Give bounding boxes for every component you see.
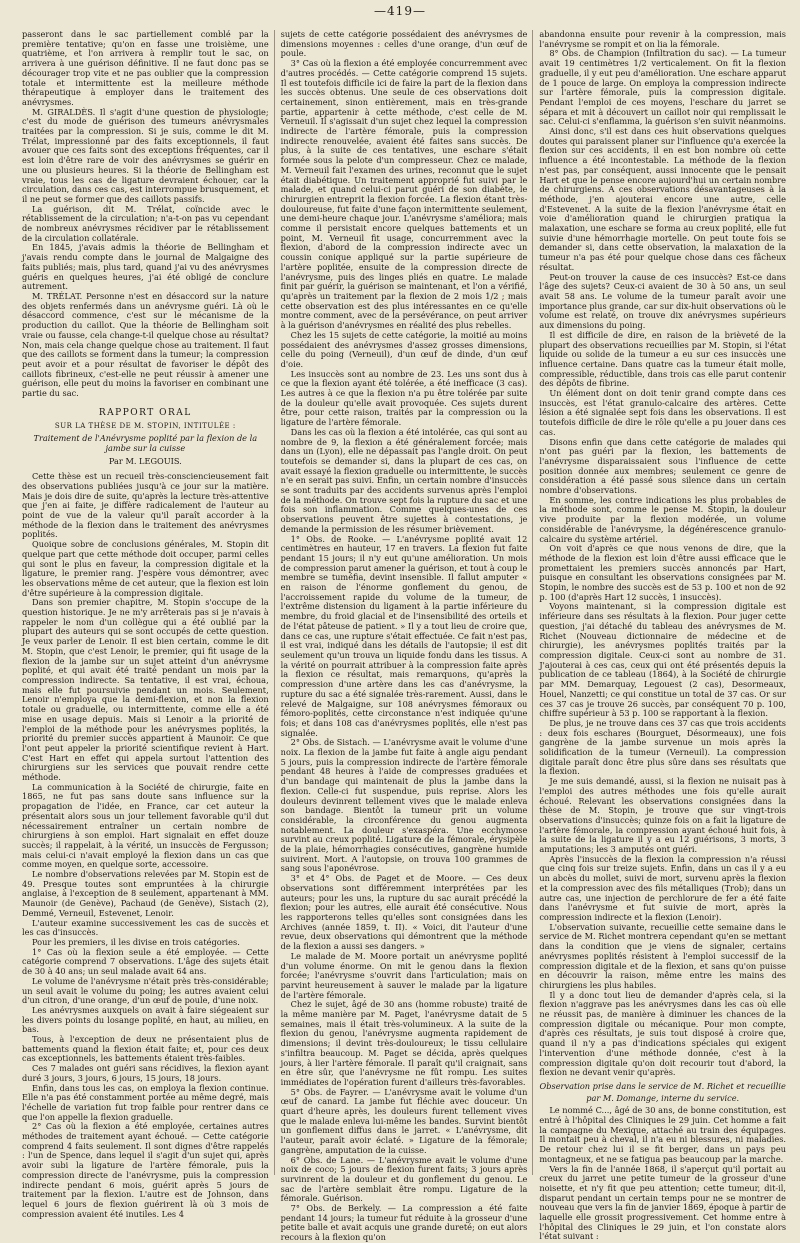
paragraph: Dans son premier chapitre, M. Stopin s'occupe de la question historique. Je ne m'y arrêterais pas si je n'avais à rappeler le nom d'un collègue qui a été oublié par la plupart des auteurs qui se sont occupés de cette question. Je veux parler de Lenoir. Il est bien certain, comme le dit M. Stopin, que c'est Lenoir, le premier, qui fit usage de la flexion de la jambe sur un sujet atteint d'un anévrysme poplité, et qui avait été traité pendant un mois par la compression indirecte. Sa tentative, il est vrai, échoua, mais elle fut poursuivie pendant un mois. Seulement, Lenoir n'employa que la demi-flexion, et non la flexion totale ou graduelle, ou intermittente, comme elle a été mise en usage depuis. Mais si Lenoir a la priorité de l'emploi de la méthode pour les anévrysmes poplités, la priorité du premier succès appartient à Maunoir. Ce que l'ont peut appeler la priorité scientifique revient à Hart. C'est Hart en effet qui appela surtout l'attention des chirurgiens sur les services que pouvait rendre cette méthode. <box>22 597 269 783</box>
paragraph: Il y a donc tout lieu de demander d'après cela, si la flexion n'aggrave pas les anévrysmes dans les cas où elle ne réussit pas, de manière à diminuer les chances de la compression digitale ou mécanique. Pour mon compte, d'après ces résultats, je suis tout disposé à croire que, quand il n'y a pas d'indications spéciales qui exigent l'intervention d'une méthode donnée, c'est à la compression digitale qu'on doit recourir tout d'abord, la flexion ne devant venir qu'après. <box>539 989 787 1078</box>
paragraph: M. TRÉLAT. Personne n'est en désaccord sur la nature des objets renfermés dans un anévrysme guéri. Là où le désaccord commence, c'est sur le mécanisme de la production du caillot. Que la théorie de Bellingham soit vraie ou fausse, cela change-t-il quelque chose au résultat? Non, mais cela change quelque chose au traitement. Il faut que des caillots se forment dans la tumeur; la compression peut avoir et a pour résultat de favoriser le dépôt des caillots fibrineux, c'est-elle ne peut réussir à amener une guérison, elle peut du moins la favoriser en combinant une partie du sac. <box>22 290 269 399</box>
paragraph: Ainsi donc, s'il est dans ces huit observations quelques doutes qui paraissent planer sur l'influence qu'a exercée la flexion sur ces accidents, il en est bon nombre où cette influence a été incontestable. La méthode de la flexion n'est pas, par conséquent, aussi innocente que le pensait Hart et que le pense encore aujourd'hui un certain nombre de chirurgiens. A ces observations désavantageuses à la méthode, j'en ajouterai encore une autre, celle d'Estevenet. A la suite de la flexion l'anévrysme était en voie d'amélioration quand le chirurgien pratiqua la malaxation, une eschare se forma au creux poplité, elle fut suivie d'une hémorrhagie mortelle. On peut toute fois se demander si, dans cette observation, la malaxation de la tumeur n'a pas été pour quelque chose dans ces fâcheux résultat. <box>539 126 787 272</box>
paragraph: Quoique sobre de conclusions générales, M. Stopin dit quelque part que cette méthode doit occuper, parmi celles qui sont le plus en faveur, la compression digitale et la ligature, le premier rang. J'espère vous démontrer, avec les observations même de cet auteur, que la flexion est loin d'être supérieure à la compression digitale. <box>22 539 269 598</box>
paragraph: 1° Obs. de Rooke. — L'anévrysme poplité avait 12 centimètres en hauteur, 17 en travers. La flexion fut faite pendant 15 jours; il n'y eut qu'une amélioration. Un mois de compression parut amener la guérison, et tout à coup le membre se tuméfia, devint insensible. Il fallut amputer « en raison de l'énorme gonflement du genou, de l'accroissement rapide du volume de la tumeur, de l'extrême distension du ligament à la partie inférieure du membre, du froid glacial et de l'insensibilité des orteils et de l'état pâteuse de patient. » Il y a tout lieu de croire que, dans ce cas, une rupture s'était effectuée. Ce fait n'est pas, il est vrai, indiqué dans les détails de l'autopsie; il est dit seulement qu'un trouva un liquide fondu dans les tissus. A la vérité on pourrait attribuer à la compression faite après la flexion ce résultat, mais remarquons, qu'après la compression d'une artère dans les cas d'anévrysme, la rupture du sac a été signalée très-rarement. Aussi, dans le relevé de Malgaigne, sur 108 anévrysmes fémoraux ou fémoro-poplités, cette circonstance n'est indiquée qu'une fois; et dans 108 cas d'anévrysmes poplités, elle n'est pas signalée. <box>280 533 528 738</box>
paragraph: Les insuccès sont au nombre de 23. Les uns sont dus à ce que la flexion ayant été tolérée, a été inefficace (3 cas). Les autres à ce que la flexion n'a pu être tolérée par suite de la douleur qu'elle avait provoquée. Ces sujets durent être, pour cette raison, traités par la compression ou la ligature de l'artère fémorale. <box>280 368 528 428</box>
paragraph: Enfin, dans tous les cas, on employa la flexion continue. Elle n'a pas été constamment portée au même degré, mais l'échelle de variation fut trop faible pour rentrer dans ce que l'on appelle la flexion graduelle. <box>22 1082 269 1122</box>
paragraph: 5° Obs. de Fayrer. — L'anévrysme avait le volume d'un œuf de canard. La jambe fut fléchie avec douceur. Un quart d'heure après, les douleurs furent tellement vives que le malade enleva lui-même les bandes. Survint bientôt un gonflement diffus dans le jarret. « L'anévrysme, dit l'auteur, paraît avoir éclaté. » Ligature de la fémorale; gangrène, amputation de la cuisse. <box>280 1086 528 1155</box>
paragraph: Peut-on trouver la cause de ces insuccès? Est-ce dans l'âge des sujets? Ceux-ci avaient de 30 à 50 ans, un seul avait 58 ans. Le volume de la tumeur paraît avoir une importance plus grande, car sur dix-huit observations où le volume est relaté, on trouve dix anévrysmes supérieurs aux dimensions du poing. <box>539 271 787 331</box>
section-heading: RAPPORT ORAL <box>98 407 192 418</box>
paragraph: Chez les 15 sujets de cette catégorie, la moitié au moins possédaient des anévrysmes d'assez grosses dimensions, celle du poing (Verneuil), d'un œuf de dinde, d'un œuf d'oie. <box>280 329 528 369</box>
paragraph: Après l'insuccès de la flexion la compression n'a réussi que cinq fois sur treize sujets. Enfin, dans un cas il y a eu un abcès du mollet, suivi de mort, survenu après la flexion et la compression avec des fils métalliques (Trob); dans un autre cas, une injection de perchlorure de fer a été faite dans l'anévrysme et fut suivie de mort, après la compression indirecte et la flexion (Lenoir). <box>539 853 787 922</box>
paragraph: Le malade de M. Moore portait un anévrysme poplité d'un volume énorme. On mit le genou dans la flexion forcée; l'anévrysme s'ouvrit dans l'articulation; mais on parvint heureusement à sauver le malade par la ligature de l'artère fémorale. <box>280 950 528 1000</box>
paragraph: On voit d'après ce que nous venons de dire, que la méthode de la flexion est loin d'être aussi efficace que le promettaient les premiers succès annoncés par Hart, puisque en consultant les observations consignées par M. Stopin, le nombre des succès est de 53 p. 100 et non de 92 p. 100 (d'après Hart 12 succès, 1 insuccès). <box>539 543 787 602</box>
paragraph: Un élément dont on doit tenir grand compte dans ces insuccès, est l'état granulo-calcaire des artères. Cette lésion a été signalée sept fois dans les observations. Il est toutefois difficile de dire le rôle qu'elle a pu jouer dans ces cas. <box>539 388 787 437</box>
observation-subtitle: par M. Domange, interne du service. <box>586 1092 740 1103</box>
thesis-title: Traitement de l'Anévrysme poplité par la flexion de la jambe sur la cuisse <box>33 433 258 453</box>
paragraph: En 1845, j'avais admis la théorie de Bellingham et j'avais rendu compte dans le journal de Malgaigne des faits publiés; mais, plus tard, quand j'ai vu des anévrysmes guéris en quelques heures, j'ai été obligé de conclure autrement. <box>22 242 269 292</box>
paragraph: En somme, les contre indications les plus probables de la méthode sont, comme le pense M. Stopin, la douleur vive produite par la flexion modérée, un volume considérable de l'anévrysme, la dégénérescence granulo-calcaire du système artériel. <box>539 494 787 544</box>
paragraph: L'observation suivante, recueillie cette semaine dans le service de M. Richet montrera cependant qu'en se mettant dans la condition que je viens de signaler, certains anévrysmes poplités résistent à l'emploi successif de la compression digitale et de la flexion, et sans qu'on puisse en découvrir la raison, même entre les mains des chirurgiens les plus habiles. <box>539 921 787 990</box>
paragraph: La communication à la Société de chirurgie, faite en 1865, ne fut pas sans doute sans influence sur la propagation de l'idée, en France, car cet auteur la présentait alors sous un jour tellement favorable qu'il dut nécessairement entraîner un certain nombre de chirurgiens à son emploi. Hart signalait en effet douze succès; il rappelait, à la vérité, un insuccès de Fergusson; mais celui-ci n'avait employé la flexion dans un cas que comme moyen, en quelque sorte, accessoire. <box>22 781 269 870</box>
column-2 <box>280 29 534 1243</box>
page-number: —419— <box>374 4 426 18</box>
paragraph: Le nommé C..., âgé de 30 ans, de bonne constitution, est entré à l'hôpital des Cliniques le 29 juin. Cet homme a fait la campagne du Mexique, attaché au train des équipages. Il montait peu à cheval, il n'a eu ni blessures, ni maladies. De retour chez lui il se fit berger, dans un pays peu montagneux, et ne se fatigua pas beaucoup par la marche. <box>539 1105 787 1164</box>
author-line: Par M. LEGOUIS. <box>108 455 182 466</box>
paragraph: Pour les premiers, il les divise en trois catégories. <box>32 936 240 947</box>
paragraph: La guérison, dit M. Trélat, coïncide avec le rétablissement de la circulation; n'a-t-on pas vu cependant de nombreux anévrysmes récidiver par le rétablissement de la circulation collatérale. <box>22 203 269 243</box>
paragraph: 3° Cas où la flexion a été employée concurremment avec d'autres procédés. — Cette catégorie comprend 15 sujets. Il est toutefois difficile ici de faire la part de la flexion dans les succès obtenus. Une seule de ces observations doit certainement, sinon entièrement, mais en très-grande partie, appartenir à cette méthode, c'est celle de M. Verneuil. Il s'agissait d'un sujet chez lequel la compression indirecte de l'artère fémorale, puis la compression indirecte renouvelée, avaient été faites sans succès. De plus, à la suite de ces tentatives, une eschare s'était formée sous la pelote d'un compresseur. Chez ce malade, M. Verneuil fait l'examen des urines, reconnut que le sujet était diabétique. Un traitement approprié fut suivi par le malade, et quand celui-ci parut guéri de son diabète, le chirurgien entreprit la flexion forcée. La flexion étant très-douloureuse, fut faite d'une façon intermittente seulement, une demi-heure chaque jour. L'anévrysme s'améliora; mais comme il persistait encore quelques battements et un point, M. Verneuil fit usage, concurremment avec la flexion, d'abord de la compression indirecte avec un coussin conique appliqué sur la partie supérieure de l'artère poplitée, ensuite de la compression directe de l'anévrysme, puis des linges pliés en quatre. Le malade finit par guérir, la guérison se maintenant, et l'on a vérifié, qu'après un traitement par la flexion de 2 mois 1/2 ; mais cette observation est des plus intéressantes en ce qu'elle montre comment, avec de la persévérance, on peut arriver à la guérison d'anévrysmes en réalité des plus rebelles. <box>280 58 528 331</box>
paragraph: 7° Obs. de Berkely. — La compression a été faite pendant 14 jours; la tumeur fut réduite à la grosseur d'une petite balle et avait acquis une grande dureté; on eut alors recours à la flexion qu'on <box>280 1203 528 1243</box>
paragraph: 3° et 4° Obs. de Paget et de Moore. — Ces deux observations sont différemment interprétées par les auteurs; pour les uns, la rupture du sac aurait précédé la flexion; pour les autres, elle aurait été consécutive. Nous les rapporterons telles qu'elles sont consignées dans les Archives (année 1859, t. II). « Voici, dit l'auteur d'une revue, deux observations qui démontrent que la méthode de la flexion a aussi ses dangers. » <box>280 873 528 952</box>
paragraph: L'auteur examine successivement les cas de succès et les cas d'insuccès. <box>22 917 269 938</box>
paragraph: abandonna ensuite pour revenir à la compression, mais l'anévrysme se rompit et on lia la fémorale. <box>539 29 787 49</box>
paragraph: Ces 7 malades ont guéri sans récidives, la flexion ayant duré 3 jours, 3 jours, 6 jours, 15 jours, 18 jours. <box>22 1063 269 1083</box>
paragraph: 8° Obs. de Champion (Infiltration du sac). — La tumeur avait 19 centimètres 1/2 verticalement. On fit la flexion graduelle, il y eut peu d'amélioration. Une eschare apparut de 1 pouce de large. On employa la compression indirecte sur l'artère fémorale, puis la compression digitale. Pendant l'emploi de ces moyens, l'eschare du jarret se sépara et mit à découvert un caillot noir qui remplissait le sac. Celui-ci s'enflamma, la guérison s'en suivit néanmoins. <box>539 48 787 127</box>
paragraph: 2° Obs. de Sistach. — L'anévrysme avait le volume d'une noix. La flexion de la jambe fut faite à angle aigu pendant 5 jours, puis la compression indirecte de l'artère fémorale pendant 48 heures à l'aide de compresses graduées et d'un bandage qui maintenait de plus la jambe dans la flexion. Celle-ci fut suspendue, puis reprise. Alors les douleurs devinrent tellement vives que le malade enleva son bandage. Bientôt la tumeur prit un volume considérable, la circonférence du genou augmenta notablement. La douleur s'exaspéra. Une ecchymose survint au creux poplité. Ligature de la fémorale, érysipèle de la plaie, hémorrhagies consécutives, gangrène humide suivirent. Mort. A l'autopsie, on trouva 100 grammes de sang sous l'aponévrose. <box>280 737 528 874</box>
paragraph: Le nombre d'observations relevées par M. Stopin est de 49. Presque toutes sont empruntées à la chirurgie anglaise, à l'exception de 8 seulement, appartenant à MM. Maunoir (de Genève), Pachaud (de Genève), Sistach (2), Demmé, Verneuil, Estevenet, Lenoir. <box>22 869 269 918</box>
paragraph: De plus, je ne trouve dans ces 37 cas que trois accidents : deux fois eschares (Bourguet, Désormeaux), une fois gangrène de la jambe survenue un mois après la solidification de la tumeur (Verneuil). La compression digitale paraît donc être plus sûre dans ses résultats que la flexion. <box>539 717 787 777</box>
paragraph: passeront dans le sac partiellement comblé par la première tentative; qu'on en fasse une troisième, une quatrième, et l'on arrivera à remplir tout le sac, on arrivera à une guérison définitive. Il ne faut donc pas se décourager trop vite et ne pas oublier que la compression totale et intermittente est la meilleure méthode thérapeutique à employer dans le traitement des anévrysmes. <box>22 29 269 107</box>
paragraph: 6° Obs. de Lane. — L'anévrysme avait le volume d'une noix de coco; 5 jours de flexion furent faits; 3 jours après survinrent de la douleur et du gonflement du genou. Le sac de l'artère semblait être rompu. Ligature de la fémorale. Guérison. <box>280 1154 528 1204</box>
thesis-line: SUR LA THÈSE DE M. STOPIN, INTITULÉE : <box>54 422 236 431</box>
paragraph: M. GIRALDÈS. Il s'agit d'une question de physiologie; c'est du mode de guérison des tumeurs anévrysmales traitées par la compression. Si je suis, comme le dit M. Trélat, impressionné par des faits exceptionnels, il faut avouer que ces faits sont des exceptions fréquentes, car il est loin d'être rare de voir des anévrysmes se guérir en une ou plusieurs heures. Si la théorie de Bellingham est vraie, tous les cas de ligature devraient échouer, car la circulation, dans ces cas, est interrompue brusquement, et il ne peut se former que des caillots passifs. <box>22 106 269 204</box>
paragraph: Disons enfin que dans cette catégorie de malades qui n'ont pas guéri par la flexion, les battements de l'anévrysme disparaissaient sous l'influence de cette position donnée aux membres; seulement ce genre de considération a été passé sous silence dans un certain nombre d'observations. <box>539 436 787 496</box>
paragraph: Dans les cas où la flexion a été intolérée, cas qui sont au nombre de 9, la flexion a été généralement forcée; mais dans un (Lyon), elle ne dépassait pas l'angle droit. On peut toutefois se demander si, dans la plupart de ces cas, on avait essayé la flexion graduelle ou intermittente, le succès n'e en serait pas suivi. Enfin, un certain nombre d'insuccès se sont traduits par des accidents survenus après l'emploi de la méthode. On trouve sept fois la rupture du sac et une fois son inflammation. Comme quelques-unes de ces observations peuvent être sujettes à contestations, je demande la permission de les résumer brièvement. <box>280 426 528 534</box>
paragraph: Le volume de l'anévrysme n'était près très-considérable; un seul avait le volume du poing; les autres avaient celui d'un citron, d'une orange, d'un œuf de poule, d'une noix. <box>22 975 269 1006</box>
paragraph: 2° Cas où la flexion a été employée, certaines autres méthodes de traitement ayant échoué. — Cette catégorie comprend 4 faits seulement. Il sont dignes d'être rappelés : l'un de Spence, dans lequel il s'agit d'un sujet qui, après avoir subi la ligature de l'artère fémorale, puis la compression directe de l'anévrysme, puis la compression indirecte pendant 6 mois, guérit après 5 jours de traitement par la flexion. L'autre est de Johnson, dans lequel 6 jours de flexion guérirent là où 3 mois de compression avaient été inutiles. Les 4 <box>22 1121 269 1219</box>
paragraph: Il est difficile de dire, en raison de la brièveté de la plupart des observations recueillies par M. Stopin, si l'état liquide ou solide de la tumeur a eu sur ces insuccès une influence certaine. Dans quatre cas la tumeur était molle, compressible, réductible, dans trois cas elle parut contenir des dépôts de fibrine. <box>539 329 787 389</box>
paragraph: Chez le sujet, âgé de 30 ans (homme robuste) traité de la même manière par M. Paget, l'anévrysme datait de 5 semaines, mais il était très-volumineux. A la suite de la flexion du genou, l'anévrysme augmenta rapidement de dimensions; il devint très-douloureux; le tissu cellulaire s'infiltra beaucoup. M. Paget se décida, après quelques jours, à lier l'artère fémorale. Il paraît qu'il craignait, sans en être sûr, que l'anévrysme ne fût rompu. Les suites immédiates de l'opération furent d'ailleurs très-favorables. <box>280 999 528 1087</box>
paragraph: Vers la fin de l'année 1868, il s'aperçut qu'il portait au creux du jarret une petite tumeur de la grosseur d'une noisette, et n'y fit que peu attention; cette tumeur, dit-il, disparut pendant un certain temps pour ne se montrer de nouveau que vers la fin de janvier 1869, époque à partir de laquelle elle grossit progressivement. Cet homme entre à l'hôpital des Cliniques le 29 juin, et l'on constate alors l'état suivant : <box>539 1163 787 1242</box>
paragraph: sujets de cette catégorie possédaient des anévrysmes de dimensions moyennes : celles d'une orange, d'un œuf de poule. <box>280 29 528 59</box>
paragraph: Les anévrysmes auxquels on avait à faire siégeaient sur les divers points du losange poplité, en haut, au milieu, en bas. <box>22 1004 269 1035</box>
column-1 <box>22 29 275 1219</box>
paragraph: Cette thèse est un recueil très-consciencieusement fait des observations publiées jusqu'à ce jour sur la matière. Mais je dois dire de suite, qu'après la lecture très-attentive que j'en ai faite, je diffère radicalement de l'auteur au point de vue de la valeur qu'il paraît accorder à la méthode de la flexion dans le traitement des anévrysmes poplités. <box>22 471 269 540</box>
paragraph: Tous, à l'exception de deux ne présentaient plus de battements quand la flexion était faite; et, pour ces deux cas exceptionnels, les battements étaient très-faibles. <box>22 1034 269 1064</box>
observation-title: Observation prise dans le service de M. Richet et recueillie <box>539 1080 786 1091</box>
paragraph: 1° Cas où la flexion seule a été employée. — Cette catégorie comprend 7 observations. L'âge des sujets était de 30 à 40 ans; un seul malade avait 64 ans. <box>22 946 269 977</box>
column-3 <box>539 29 787 1242</box>
paragraph: Je me suis demandé, aussi, si la flexion ne nuisait pas à l'emploi des autres méthodes une fois qu'elle aurait échoué. Relevant les observations consignées dans la thèse de M. Stopin, je trouve que sur vingt-trois observations d'insuccès; quinze fois on a fait la ligature de l'artère fémorale, la compression ayant échoué huit fois, à la suite de la ligature il y a eu 12 guérisons, 3 morts, 3 amputations; les 3 amputés ont guéri. <box>539 776 787 855</box>
paragraph: Voyons maintenant, si la compression digitale est inférieure dans ses résultats à la flexion. Pour juger cette question, j'ai détaché du tableau des anévrysmes de M. Richet (Nouveau dictionnaire de médecine et de chirurgie), les anévrysmes poplités traités par la compression digitale. Ceux-ci sont au nombre de 31. J'ajouterai à ces cas, ceux qui ont été présentés depuis la publication de ce tableau (1864), à la Société de chirurgie par MM. Demarquay, Legouest (2 cas), Desormeaux, Houel, Nanzetti; ce qui constitue un total de 37 cas. Or sur ces 37 cas je trouve 26 succès, par conséquent 70 p. 100, chiffre supérieur à 53 p. 100 se rapportant à la flexion. <box>539 601 787 719</box>
text-columns <box>22 29 787 1243</box>
